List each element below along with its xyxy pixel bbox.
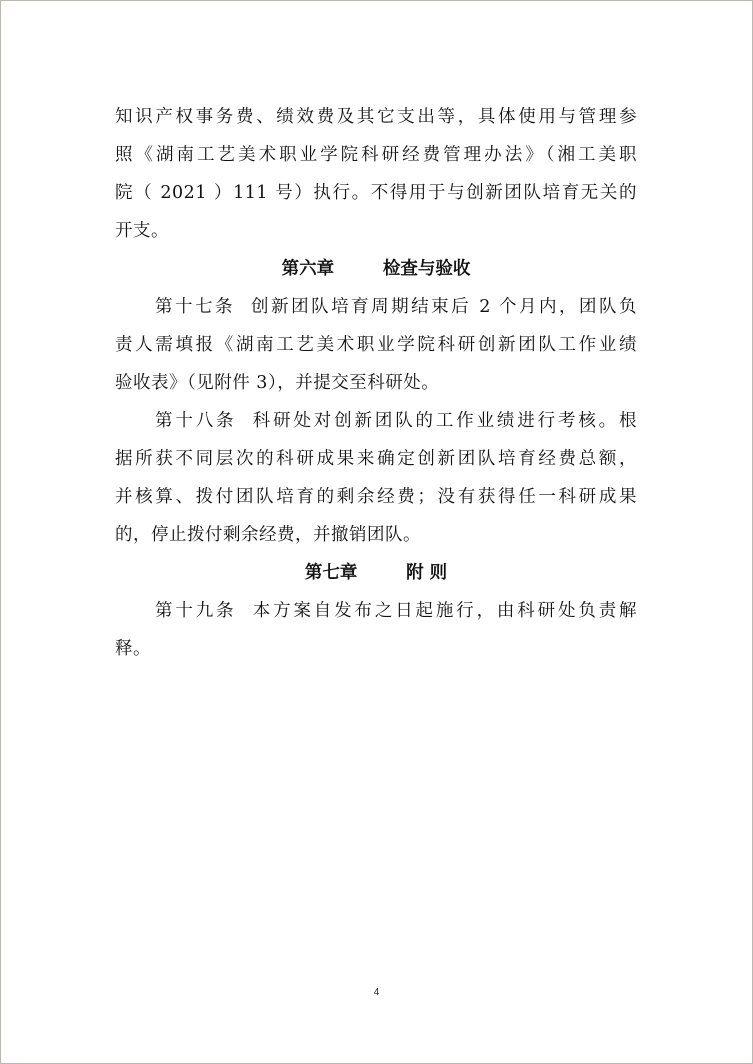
article-19-text: 本方案自发布之日起施行，由科研处负责解 <box>250 601 637 621</box>
paragraph-line: 责人需填报《湖南工艺美术职业学院科研创新团队工作业绩 <box>115 335 637 355</box>
paragraph-line: 验收表》（见附件 3），并提交至科研处。 <box>115 373 440 393</box>
article-19-number: 第十九条 <box>155 601 237 621</box>
chapter-6-heading: 第六章 检查与验收 <box>281 259 471 279</box>
document-body <box>115 98 637 668</box>
paragraph-line: 照《湖南工艺美术职业学院科研经费管理办法》（湘工美职 <box>115 145 637 165</box>
article-18-number: 第十八条 <box>155 411 237 431</box>
paragraph-line: 开支。 <box>115 221 169 241</box>
paragraph-line: 并核算、拨付团队培育的剩余经费；没有获得任一科研成果 <box>115 487 637 507</box>
article-17-number: 第十七条 <box>155 297 236 317</box>
chapter-7-heading: 第七章 附 则 <box>304 563 448 583</box>
page-number: 4 <box>373 987 380 998</box>
article-17-text: 创新团队培育周期结束后 2 个月内，团队负 <box>249 297 637 317</box>
article-18-first-line <box>115 402 637 440</box>
article-19-first-line <box>115 592 637 630</box>
paragraph-line: 院（ 2021 ）111 号）执行。不得用于与创新团队培育无关的 <box>115 183 637 203</box>
paragraph-line: 知识产权事务费、绩效费及其它支出等，具体使用与管理参 <box>115 107 637 127</box>
article-18-text: 科研处对创新团队的工作业绩进行考核。根 <box>250 411 637 431</box>
paragraph-line: 释。 <box>115 639 151 659</box>
article-17-first-line <box>115 288 637 326</box>
paragraph-line: 据所获不同层次的科研成果来确定创新团队培育经费总额， <box>115 449 637 469</box>
paragraph-line: 的，停止拨付剩余经费，并撤销团队。 <box>115 525 421 545</box>
